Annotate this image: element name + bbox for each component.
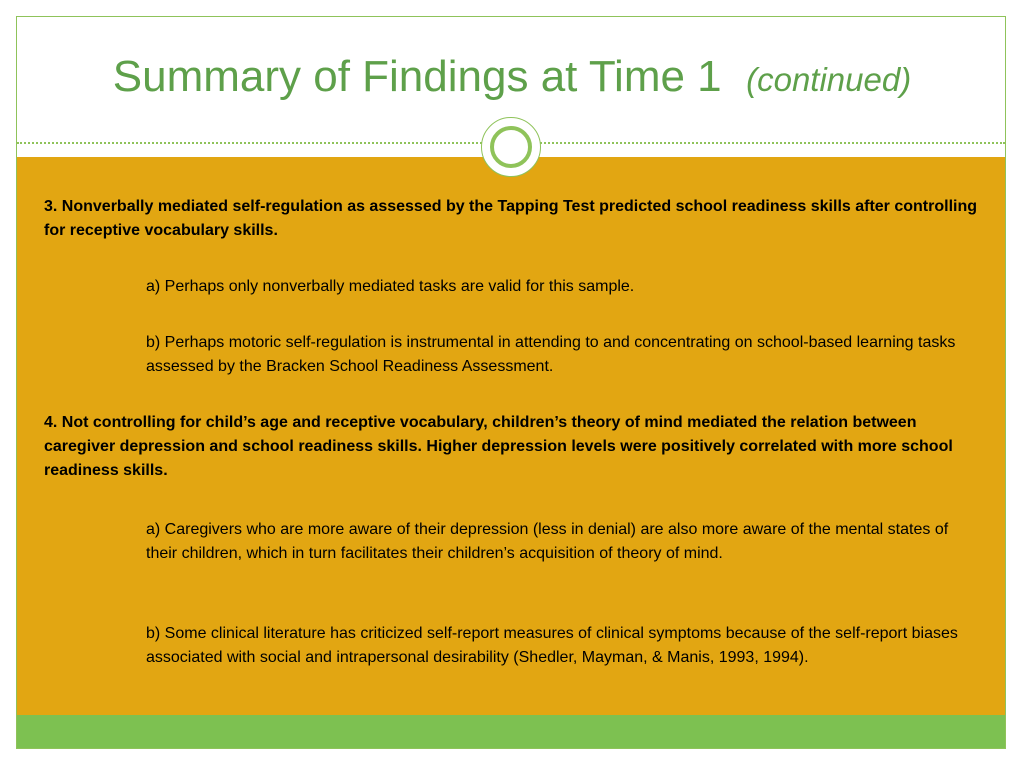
finding-4-point-b: b) Some clinical literature has criticized self-report measures of clinical symptoms because of the self-report biases associated with social and intrapersonal desirability (Shedler, Mayman, & Manis, 1993, 1994).: [146, 625, 958, 666]
slide-title-continued: (continued): [746, 61, 912, 98]
finding-4-point-a: a) Caregivers who are more aware of their depression (less in denial) are also more aware of the mental states of their children, which in turn facilitates their children’s acquisition of theory of mind.: [146, 521, 949, 562]
slide-title-main: Summary of Findings at Time 1: [112, 52, 722, 101]
footer-bar: [17, 715, 1005, 748]
finding-3-point-b: b) Perhaps motoric self-regulation is instrumental in attending to and concentrating on school-based learning tasks assessed by the Bracken School Readiness Assessment.: [146, 334, 956, 375]
finding-4: 4. Not controlling for child’s age and receptive vocabulary, children’s theory of mind mediated the relation between caregiver depression and school readiness skills. Higher depression levels were positively correlated with more school readiness skills.: [44, 414, 953, 479]
finding-3: 3. Nonverbally mediated self-regulation as assessed by the Tapping Test predicted school readiness skills after controlling for receptive vocabulary skills.: [44, 198, 978, 239]
ring-ornament-inner-icon: [490, 126, 532, 168]
slide-title: [0, 52, 1024, 102]
finding-3-point-a: a) Perhaps only nonverbally mediated tasks are valid for this sample.: [146, 278, 635, 295]
